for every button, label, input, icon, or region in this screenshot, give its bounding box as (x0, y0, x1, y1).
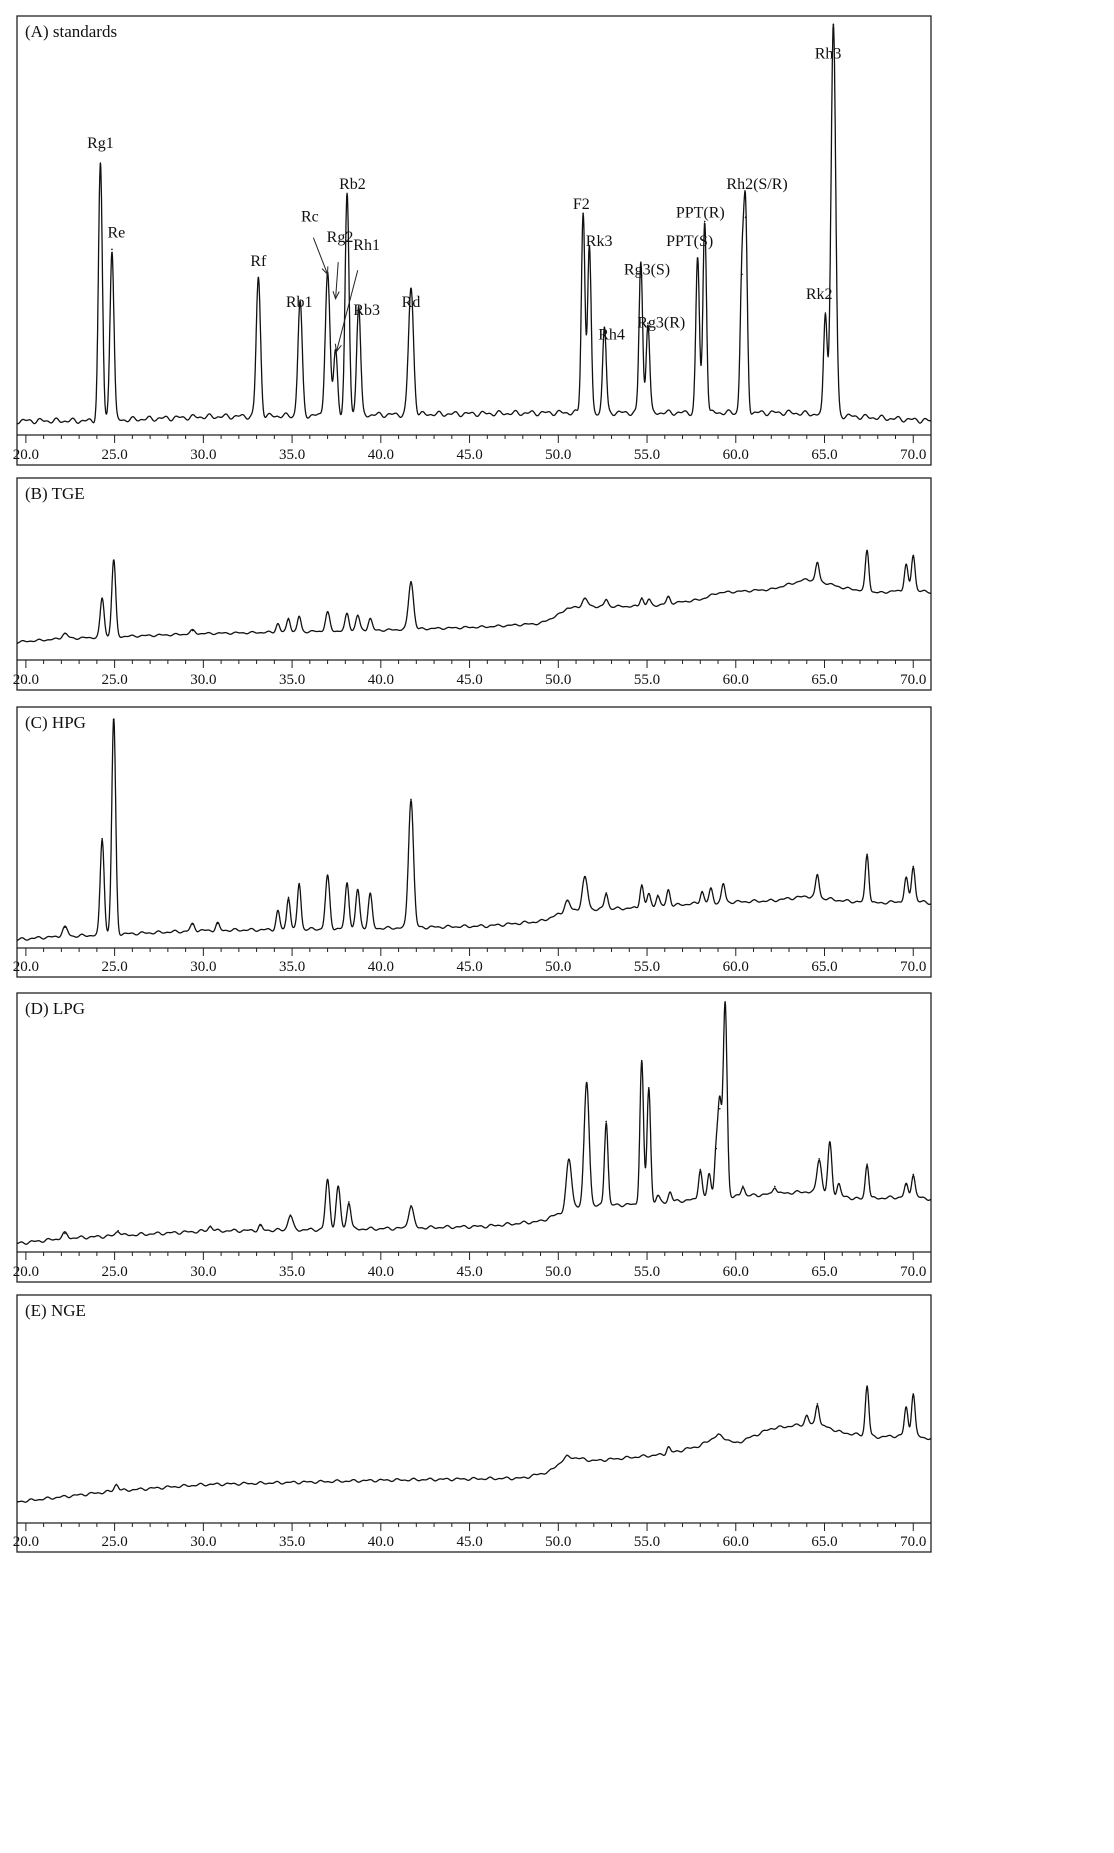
x-tick-label: 70.0 (900, 959, 927, 975)
x-tick-label: 25.0 (101, 1264, 128, 1280)
peak-point (806, 1415, 808, 1417)
x-tick-label: 20.0 (12, 1264, 39, 1280)
x-tick-label: 30.0 (190, 672, 217, 688)
peak-point (829, 1142, 831, 1144)
peak-point (669, 1191, 671, 1193)
peak-point (833, 24, 835, 26)
chromatogram-trace (17, 719, 931, 940)
peak-point (699, 1169, 701, 1171)
peak-label: Rh4 (598, 326, 625, 344)
x-tick-label: 35.0 (278, 1264, 306, 1280)
peak-point (327, 875, 329, 877)
peak-point (905, 1184, 907, 1186)
peak-label: Re (107, 224, 126, 242)
peak-label: Rc (300, 208, 319, 226)
x-tick-label: 50.0 (545, 959, 572, 975)
x-tick-label: 25.0 (101, 959, 128, 975)
peak-point (724, 1001, 726, 1003)
x-tick-label: 60.0 (722, 1534, 749, 1550)
peak-point (866, 1163, 868, 1165)
panel-title: (C) HPG (25, 713, 86, 732)
peak-point (337, 1187, 339, 1189)
peak-point (741, 274, 743, 276)
panel-frame (17, 707, 931, 977)
peak-point (586, 1082, 588, 1084)
peak-point (697, 257, 699, 259)
peak-point (116, 1484, 118, 1486)
x-tick-label: 20.0 (12, 1534, 39, 1550)
peak-label: Rb2 (339, 175, 366, 193)
x-tick-label: 60.0 (722, 959, 749, 975)
peak-point (258, 277, 260, 279)
x-tick-label: 50.0 (545, 447, 572, 463)
panel-title: (E) NGE (25, 1301, 86, 1320)
x-tick-label: 40.0 (367, 672, 394, 688)
panel-title: (A) standards (25, 22, 118, 41)
x-tick-label: 25.0 (101, 1534, 128, 1550)
peak-point (64, 927, 66, 929)
peak-point (817, 1403, 819, 1405)
peak-point (348, 1201, 350, 1203)
peak-label: Rb3 (353, 302, 380, 320)
peak-point (818, 1158, 820, 1160)
peak-point (648, 1087, 650, 1089)
peak-label: Rf (250, 253, 267, 271)
peak-label: Rg3(R) (637, 314, 686, 332)
x-tick-label: 60.0 (722, 672, 749, 688)
peak-point (817, 562, 819, 564)
panel-b (13, 478, 931, 690)
peak-label: Rg1 (87, 135, 114, 153)
x-tick-label: 45.0 (456, 672, 483, 688)
x-tick-label: 45.0 (456, 959, 483, 975)
peak-point (259, 1225, 261, 1227)
panel-title: (D) LPG (25, 999, 85, 1018)
x-tick-label: 55.0 (633, 959, 661, 975)
peak-point (101, 838, 103, 840)
x-tick-label: 30.0 (190, 447, 217, 463)
peak-point (64, 1233, 66, 1235)
chromatogram-trace (17, 24, 931, 424)
peak-label: Rg3(S) (623, 261, 671, 279)
peak-point (327, 612, 329, 614)
x-tick-label: 70.0 (900, 672, 927, 688)
x-tick-label: 35.0 (278, 959, 306, 975)
peak-point (327, 1179, 329, 1181)
peak-point (710, 888, 712, 890)
peak-label: PPT(R) (675, 204, 725, 222)
x-tick-label: 65.0 (811, 672, 838, 688)
peak-point (701, 891, 703, 893)
x-tick-label: 65.0 (811, 959, 838, 975)
peak-point (866, 550, 868, 552)
peak-point (288, 897, 290, 899)
peak-point (192, 923, 194, 925)
peak-point (719, 1108, 721, 1110)
peak-point (290, 1214, 292, 1216)
x-tick-label: 40.0 (367, 1534, 394, 1550)
panel-title: (B) TGE (25, 484, 85, 503)
peak-label: Rb1 (285, 293, 313, 311)
peak-point (298, 616, 300, 618)
peak-point (817, 874, 819, 876)
peak-label: Rk3 (585, 232, 613, 250)
peak-point (277, 910, 279, 912)
x-tick-label: 25.0 (101, 447, 128, 463)
peak-point (745, 217, 747, 219)
peak-label: Rd (401, 293, 421, 311)
peak-point (641, 884, 643, 886)
peak-point (605, 1121, 607, 1123)
x-tick-label: 35.0 (278, 447, 306, 463)
peak-point (912, 1393, 914, 1395)
peak-point (774, 1186, 776, 1188)
x-tick-label: 60.0 (722, 447, 749, 463)
peak-point (410, 799, 412, 801)
peak-point (346, 613, 348, 615)
peak-point (410, 581, 412, 583)
peak-label: F2 (572, 196, 590, 214)
peak-point (905, 564, 907, 566)
peak-point (410, 287, 412, 289)
x-tick-label: 45.0 (456, 447, 483, 463)
peak-point (912, 555, 914, 557)
peak-point (113, 718, 115, 720)
chromatogram-trace (17, 1387, 931, 1503)
peak-label: Rh2(S/R) (726, 175, 788, 193)
peak-point (369, 893, 371, 895)
x-tick-label: 40.0 (367, 959, 394, 975)
peak-point (866, 1385, 868, 1387)
peak-point (111, 249, 113, 251)
peak-point (288, 618, 290, 620)
panel-frame (17, 16, 931, 465)
x-tick-label: 25.0 (101, 672, 128, 688)
peak-point (298, 883, 300, 885)
x-tick-label: 55.0 (633, 1264, 661, 1280)
peak-point (708, 1173, 710, 1175)
peak-point (641, 597, 643, 599)
peak-point (357, 889, 359, 891)
annotation-arrow (313, 238, 327, 275)
peak-point (668, 889, 670, 891)
peak-point (657, 1195, 659, 1197)
peak-point (648, 893, 650, 895)
x-tick-label: 20.0 (12, 447, 39, 463)
x-tick-label: 65.0 (811, 1264, 838, 1280)
peak-point (277, 623, 279, 625)
x-tick-label: 70.0 (900, 1534, 927, 1550)
x-tick-label: 35.0 (278, 672, 306, 688)
peak-point (742, 1185, 744, 1187)
x-tick-label: 65.0 (811, 1534, 838, 1550)
x-tick-label: 55.0 (633, 1534, 661, 1550)
peak-point (905, 1406, 907, 1408)
x-tick-label: 50.0 (545, 1534, 572, 1550)
x-tick-label: 40.0 (367, 447, 394, 463)
x-tick-label: 35.0 (278, 1534, 306, 1550)
peak-point (641, 1060, 643, 1062)
peak-point (566, 900, 568, 902)
peak-point (866, 853, 868, 855)
peak-point (568, 1159, 570, 1161)
x-tick-label: 40.0 (367, 1264, 394, 1280)
peak-point (905, 878, 907, 880)
peak-point (113, 560, 115, 562)
x-tick-label: 65.0 (811, 447, 838, 463)
peak-point (648, 599, 650, 601)
chromatogram-trace (17, 550, 931, 643)
peak-point (584, 877, 586, 879)
x-tick-label: 20.0 (12, 672, 39, 688)
x-tick-label: 55.0 (633, 447, 661, 463)
peak-point (369, 618, 371, 620)
peak-label: PPT(S) (666, 232, 714, 250)
peak-point (605, 599, 607, 601)
peak-point (346, 195, 348, 197)
peak-label: Rg2 (326, 228, 354, 246)
peak-point (838, 1183, 840, 1185)
x-tick-label: 60.0 (722, 1264, 749, 1280)
peak-point (912, 866, 914, 868)
x-tick-label: 20.0 (12, 959, 39, 975)
panel-a (13, 16, 931, 465)
x-tick-label: 50.0 (545, 672, 572, 688)
x-tick-label: 50.0 (545, 1264, 572, 1280)
x-tick-label: 30.0 (190, 1264, 217, 1280)
peak-label: Rh1 (353, 236, 380, 254)
peak-point (912, 1174, 914, 1176)
peak-point (100, 164, 102, 166)
peak-point (410, 1205, 412, 1207)
x-tick-label: 55.0 (633, 672, 661, 688)
peak-point (217, 923, 219, 925)
x-tick-label: 70.0 (900, 1264, 927, 1280)
peak-point (657, 894, 659, 896)
peak-label: Rh3 (814, 45, 842, 63)
x-tick-label: 30.0 (190, 1534, 217, 1550)
peak-point (101, 597, 103, 599)
panel-e (13, 1295, 931, 1552)
x-tick-label: 45.0 (456, 1534, 483, 1550)
peak-point (825, 312, 827, 314)
x-tick-label: 30.0 (190, 959, 217, 975)
peak-point (64, 633, 66, 635)
x-tick-label: 45.0 (456, 1264, 483, 1280)
chromatogram-trace (17, 1002, 931, 1244)
x-tick-label: 70.0 (900, 447, 927, 463)
panel-frame (17, 1295, 931, 1552)
peak-point (723, 883, 725, 885)
peak-point (210, 1225, 212, 1227)
panel-d (13, 993, 931, 1282)
panel-c (13, 707, 931, 977)
panel-frame (17, 993, 931, 1282)
peak-point (346, 882, 348, 884)
peak-point (192, 630, 194, 632)
peak-point (668, 596, 670, 598)
peak-point (357, 615, 359, 617)
peak-label: Rk2 (805, 285, 833, 303)
peak-point (584, 598, 586, 600)
peak-point (605, 892, 607, 894)
peak-point (668, 1446, 670, 1448)
peak-point (117, 1230, 119, 1232)
peak-point (715, 1148, 717, 1150)
